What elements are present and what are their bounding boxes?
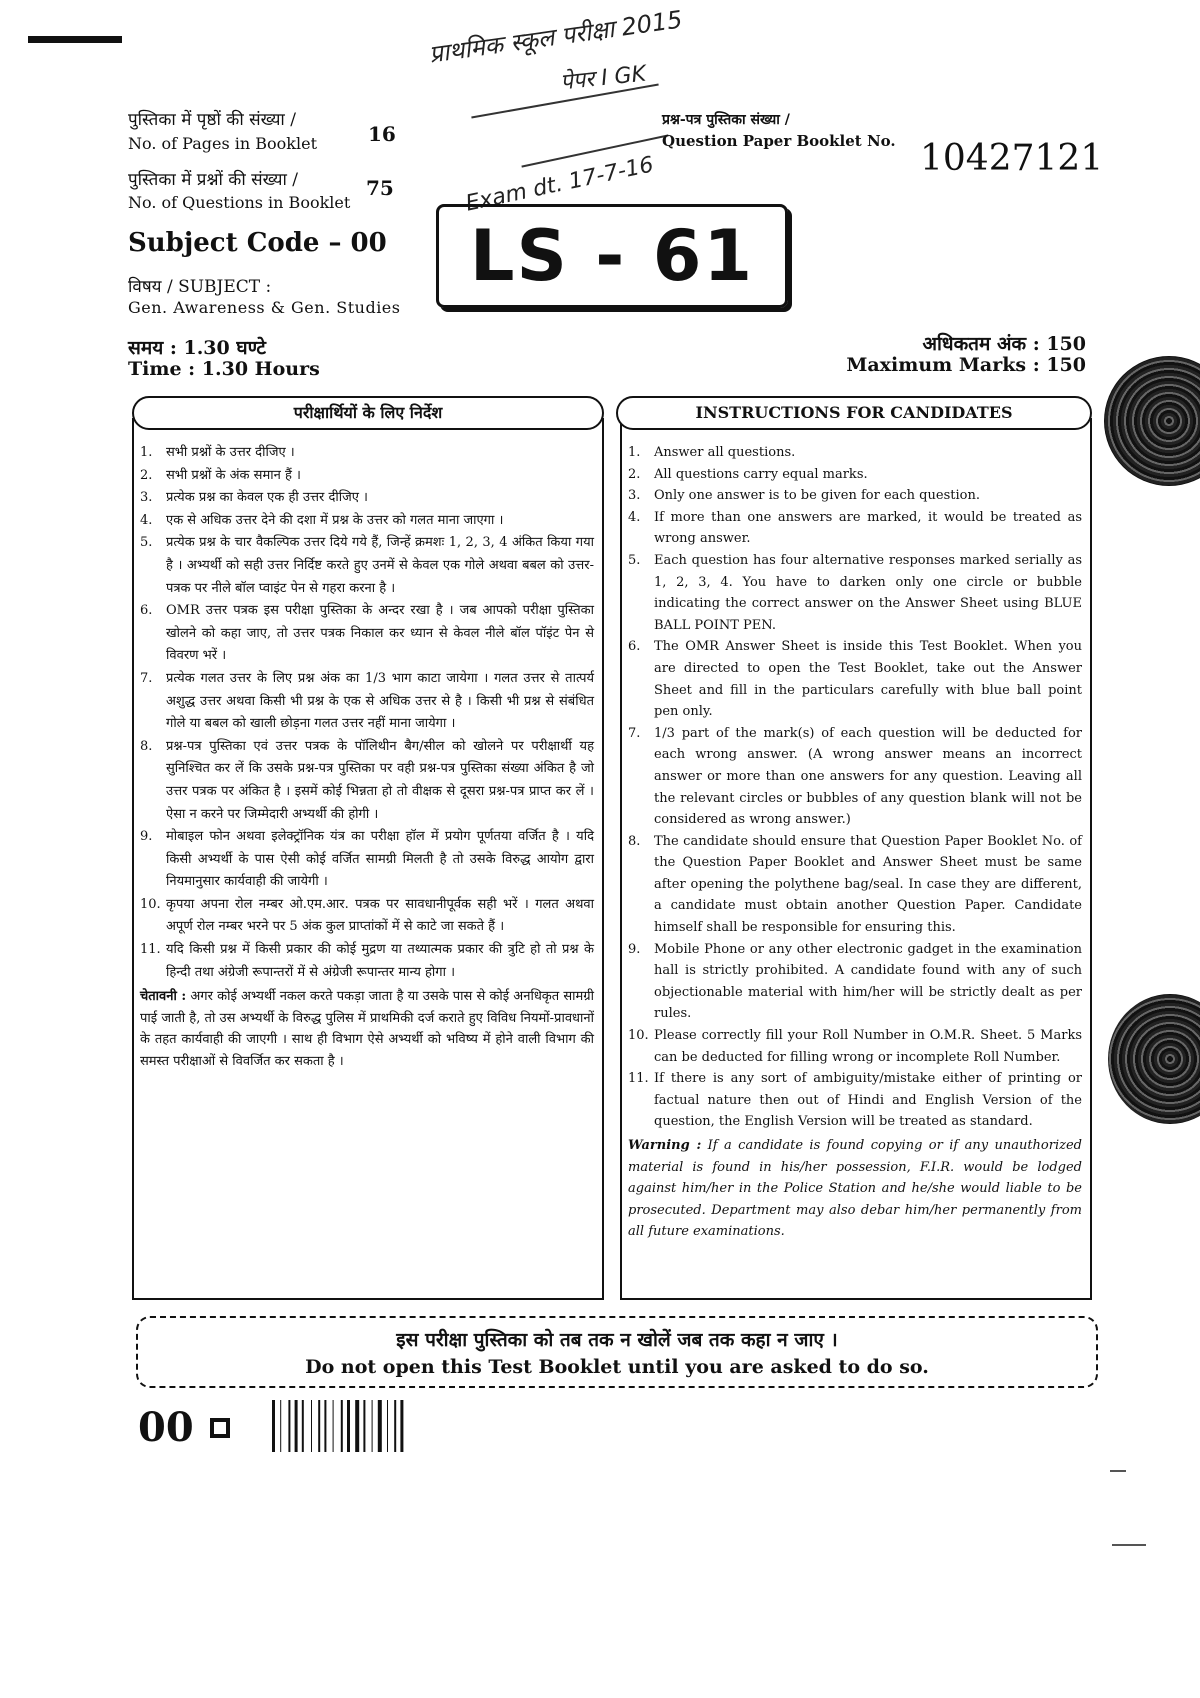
instruction-number: 6. xyxy=(628,639,641,655)
barcode-bar xyxy=(341,1400,343,1452)
barcode-bar xyxy=(324,1400,326,1452)
pages-value: 16 xyxy=(368,122,396,146)
barcode xyxy=(272,1400,482,1452)
instruction-item xyxy=(628,464,1082,486)
barcode-bar xyxy=(318,1400,320,1452)
barcode-bar xyxy=(378,1400,382,1452)
instruction-text: यदि किसी प्रश्न में किसी प्रकार की कोई मुद्रण या तथ्यात्मक प्रकार की त्रुटि हो तो प्रश्न के हिन्दी तथा अंग्रेजी रूपान्तरों में से अंग्रेजी रूपान्तर मान्य होगा । xyxy=(166,942,594,980)
instruction-item xyxy=(140,939,594,984)
instruction-number: 6. xyxy=(140,603,153,619)
notice-hindi: इस परीक्षा पुस्तिका को तब तक न खोलें जब तक कहा न जाए । xyxy=(396,1329,838,1351)
instruction-number: 11. xyxy=(140,942,161,958)
instruction-item xyxy=(140,465,594,488)
paper-code-box xyxy=(436,204,788,308)
do-not-open-notice xyxy=(136,1316,1098,1388)
instruction-number: 3. xyxy=(628,488,641,504)
barcode-bar xyxy=(288,1400,290,1452)
instruction-item xyxy=(140,510,594,533)
instruction-text: All questions carry equal marks. xyxy=(654,466,868,482)
instruction-item xyxy=(628,507,1082,550)
instruction-number: 5. xyxy=(628,552,641,568)
instruction-number: 5. xyxy=(140,535,153,551)
hindi-warning-text: अगर कोई अभ्यर्थी नकल करते पकड़ा जाता है या उसके पास से कोई अनधिकृत सामग्री पाई जाती है, तो उस अभ्यर्थी के विरुद्ध पुलिस में प्राथमिकी दर्ज कराते हुए विविध नियमों-प्रावधानों के तहत कार्यवाही की जाएगी । साथ ही विभाग ऐसे अभ्यर्थी को भविष्य में होने वाली विभाग की समस्त परीक्षाओं से विवर्जित कर सकता है । xyxy=(140,989,594,1070)
booklet-no-label-english: Question Paper Booklet No. xyxy=(662,132,896,150)
english-warning xyxy=(628,1135,1082,1243)
instruction-number: 9. xyxy=(140,829,153,845)
booklet-number: 10427121 xyxy=(920,138,1104,179)
barcode-bar xyxy=(372,1400,373,1452)
instruction-item xyxy=(140,600,594,668)
english-instructions-list xyxy=(628,442,1082,1133)
marks-english: Maximum Marks : 150 xyxy=(846,354,1086,376)
instruction-item xyxy=(628,636,1082,722)
instruction-item xyxy=(628,1068,1082,1133)
instruction-item xyxy=(140,532,594,600)
instruction-number: 10. xyxy=(140,896,161,912)
instruction-number: 10. xyxy=(628,1028,649,1044)
barcode-bar xyxy=(355,1400,359,1452)
instruction-item xyxy=(140,826,594,894)
instruction-text: If more than one answers are marked, it would be treated as wrong answer. xyxy=(654,509,1082,547)
instruction-number: 11. xyxy=(628,1071,649,1087)
stray-mark xyxy=(1110,1470,1126,1472)
instruction-number: 8. xyxy=(140,738,153,754)
instruction-text: If there is any sort of ambiguity/mistake either of printing or factual nature then out of Hindi and English Version of the question, the English Version will be treated as standard. xyxy=(654,1071,1082,1130)
watermark-seal-top xyxy=(1104,356,1200,486)
instruction-text: 1/3 part of the mark(s) of each question will be deducted for each wrong answer. (A wrong answer means an incorrect answer or more than one answers for any question. Leaving all the relevant circles or bubbles of any question blank will not be considered as wrong answer.) xyxy=(654,725,1082,828)
questions-label-english: No. of Questions in Booklet xyxy=(128,193,351,212)
instruction-text: कृपया अपना रोल नम्बर ओ.एम.आर. पत्रक पर सावधानीपूर्वक सही भरें । गलत अथवा अपूर्ण रोल नम्बर भरने पर 5 अंक कुल प्राप्तांकों में से काटे जा सकते हैं । xyxy=(166,896,594,935)
instruction-number: 2. xyxy=(140,467,153,483)
barcode-bar xyxy=(333,1400,334,1452)
instruction-text: सभी प्रश्नों के उत्तर दीजिए । xyxy=(166,445,295,460)
instruction-text: Mobile Phone or any other electronic gadget in the examination hall is strictly prohibited. A candidate found with any of such objectionable material with him/her will be strictly dealt as per rules. xyxy=(654,941,1082,1022)
english-instructions-title: INSTRUCTIONS FOR CANDIDATES xyxy=(616,396,1092,430)
instruction-text: OMR उत्तर पत्रक इस परीक्षा पुस्तिका के अन्दर रखा है । जब आपको परीक्षा पुस्तिका खोलने को कहा जाए, तो उत्तर पत्रक निकाल कर ध्यान से केवल नीले बॉल पॉइंट पेन से विवरण भरें । xyxy=(166,603,594,664)
subject-value: Gen. Awareness & Gen. Studies xyxy=(128,298,401,317)
subject-code: Subject Code – 00 xyxy=(128,228,387,258)
marks-hindi: अधिकतम अंक : 150 xyxy=(922,333,1086,355)
instruction-text: Each question has four alternative responses marked serially as 1, 2, 3, 4. You have to darken only one circle or bubble indicating the correct answer on the Answer Sheet using BLUE BALL POINT PEN. xyxy=(654,552,1082,633)
instruction-number: 8. xyxy=(628,833,641,849)
instruction-item xyxy=(628,442,1082,464)
instruction-text: मोबाइल फोन अथवा इलेक्ट्रॉनिक यंत्र का परीक्षा हॉल में प्रयोग पूर्णतया वर्जित है । यदि किसी अभ्यर्थी के पास ऐसी कोई वर्जित सामग्री मिलती है तो उसके विरुद्ध आयोग द्वारा नियमानुसार कार्यवाही की जायेगी । xyxy=(166,829,594,890)
barcode-bar xyxy=(302,1400,304,1452)
barcode-bar xyxy=(363,1400,365,1452)
instruction-item xyxy=(140,487,594,510)
instruction-item xyxy=(628,550,1082,636)
hindi-instructions-list xyxy=(140,442,594,984)
instruction-number: 1. xyxy=(140,445,153,460)
instruction-item xyxy=(628,939,1082,1025)
instruction-item xyxy=(140,736,594,826)
instruction-text: Answer all questions. xyxy=(654,445,796,460)
barcode-bar xyxy=(387,1400,388,1452)
stray-mark-2 xyxy=(1112,1544,1146,1546)
series-code: 00 xyxy=(138,1404,194,1451)
instruction-text: Only one answer is to be given for each question. xyxy=(654,488,980,504)
instruction-number: 7. xyxy=(628,725,641,741)
barcode-bar xyxy=(347,1400,350,1452)
instruction-item xyxy=(140,894,594,939)
instruction-number: 4. xyxy=(140,512,153,528)
barcode-bar xyxy=(400,1400,403,1452)
booklet-no-label-hindi: प्रश्न-पत्र पुस्तिका संख्या / xyxy=(662,112,790,128)
instruction-number: 3. xyxy=(140,490,153,506)
english-warning-text: If a candidate is found copying or if any unauthorized material is found in his/her possession, F.I.R. would be lodged against him/her in the Police Station and he/she would liable to be prosecuted. Department may also debar him/her permanently from all future examinations. xyxy=(628,1138,1082,1240)
english-instructions-panel xyxy=(620,418,1092,1300)
instruction-text: सभी प्रश्नों के अंक समान हैं । xyxy=(166,467,301,483)
instruction-text: Please correctly fill your Roll Number in O.M.R. Sheet. 5 Marks can be deducted for filling wrong or incomplete Roll Number. xyxy=(654,1028,1082,1065)
instruction-text: The candidate should ensure that Question Paper Booklet No. of the Question Paper Booklet and Answer Sheet must be same after opening the polythene bag/seal. In case they are different, a candidate must obtain another Question Paper. Candidate himself shall be responsible for ensuring this. xyxy=(654,833,1082,936)
hindi-instructions-panel xyxy=(132,418,604,1300)
time-hindi: समय : 1.30 घण्टे xyxy=(128,337,266,359)
instruction-text: प्रत्येक प्रश्न के चार वैकल्पिक उत्तर दिये गये हैं, जिन्हें क्रमशः 1, 2, 3, 4 अंकित किया गया है । अभ्यर्थी को सही उत्तर निर्दिष्ट करते हुए उनमें से केवल एक गोले अथवा बबल को उत्तर-पत्रक पर नीले बॉल प्वाइंट पेन से गहरा करना है । xyxy=(166,535,594,596)
instruction-text: प्रत्येक गलत उत्तर के लिए प्रश्न अंक का 1/3 भाग काटा जायेगा । गलत उत्तर से तात्पर्य अशुद्ध उत्तर अथवा किसी भी प्रश्न के एक से अधिक उत्तर से है । किसी भी प्रश्न से संबंधित गोले या बबल को खाली छोड़ना गलत उत्तर नहीं माना जायेगा । xyxy=(166,670,594,732)
questions-value: 75 xyxy=(366,176,394,200)
instruction-item xyxy=(628,1025,1082,1068)
instruction-item xyxy=(140,668,594,736)
watermark-seal-bottom xyxy=(1108,994,1200,1124)
time-english: Time : 1.30 Hours xyxy=(128,358,320,380)
notice-english: Do not open this Test Booklet until you are asked to do so. xyxy=(305,1356,929,1378)
english-warning-label: Warning : xyxy=(628,1138,702,1153)
subject-label: विषय / SUBJECT : xyxy=(128,277,272,297)
paper-code: LS - 61 xyxy=(469,215,755,297)
corner-mark xyxy=(28,36,122,43)
instruction-text: The OMR Answer Sheet is inside this Test Booklet. When you are directed to open the Test Booklet, take out the Answer Sheet and fill in the particulars carefully with blue ball point pen only. xyxy=(654,639,1082,720)
barcode-bar xyxy=(280,1400,281,1452)
hindi-warning xyxy=(140,986,594,1072)
hindi-warning-label: चेतावनी : xyxy=(140,989,187,1005)
checkbox-square-icon xyxy=(210,1418,230,1438)
instruction-item xyxy=(628,723,1082,831)
barcode-bar xyxy=(272,1400,275,1452)
instruction-text: प्रत्येक प्रश्न का केवल एक ही उत्तर दीजिए । xyxy=(166,490,368,506)
instruction-item xyxy=(628,485,1082,507)
instruction-item xyxy=(140,442,594,465)
barcode-bar xyxy=(311,1400,312,1452)
instruction-number: 7. xyxy=(140,670,153,686)
instruction-text: प्रश्न-पत्र पुस्तिका एवं उत्तर पत्रक के पॉलिथीन बैग/सील को खोलने पर परीक्षार्थी यह सुनिश्चित कर लें कि उसके प्रश्न-पत्र पुस्तिका पर वही प्रश्न-पत्र पुस्तिका संख्या अंकित है जो उत्तर पत्रक पर अंकित है । इसमें कोई भिन्नता हो तो वीक्षक से दूसरा प्रश्न-पत्र प्राप्त कर लें । ऐसा न करने पर जिम्मेदारी अभ्यर्थी की होगी । xyxy=(166,738,594,822)
handwritten-exam-date: Exam dt. 17-7-16 xyxy=(463,152,656,217)
instruction-text: एक से अधिक उत्तर देने की दशा में प्रश्न के उत्तर को गलत माना जाएगा । xyxy=(166,512,504,528)
handwritten-note-line2: पेपर I GK xyxy=(559,61,648,96)
instruction-number: 1. xyxy=(628,445,641,460)
hindi-instructions-title: परीक्षार्थियों के लिए निर्देश xyxy=(132,396,604,430)
handwritten-note-line1: प्राथमिक स्कूल परीक्षा 2015 xyxy=(427,5,685,69)
questions-label-hindi: पुस्तिका में प्रश्नों की संख्या / xyxy=(128,170,298,190)
barcode-bar xyxy=(295,1400,298,1452)
instruction-number: 9. xyxy=(628,941,641,957)
pages-label-hindi: पुस्तिका में पृष्ठों की संख्या / xyxy=(128,110,296,130)
barcode-bar xyxy=(394,1400,396,1452)
pages-label-english: No. of Pages in Booklet xyxy=(128,134,317,153)
instruction-number: 2. xyxy=(628,466,641,482)
instruction-number: 4. xyxy=(628,509,641,525)
instruction-item xyxy=(628,831,1082,939)
